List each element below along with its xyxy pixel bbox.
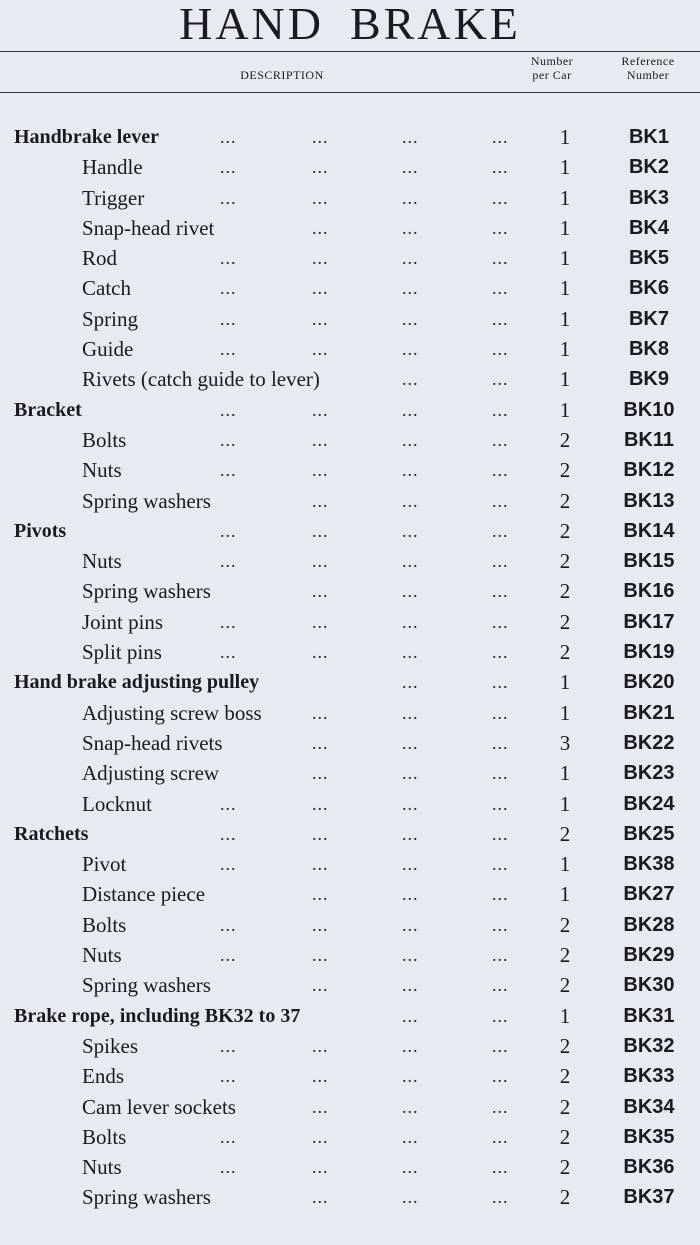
- leader-dots: ...: [402, 975, 419, 996]
- leader-dots: ...: [492, 914, 509, 935]
- leader-dots: ...: [402, 945, 419, 966]
- part-description: Brake rope, including BK32 to 37: [14, 1004, 301, 1027]
- leader-dots: ...: [312, 551, 329, 572]
- leader-dots: ...: [402, 732, 419, 753]
- column-header-reference-line2: Number: [626, 68, 670, 82]
- table-row-group: [0, 667, 700, 697]
- leader-dots: ...: [312, 763, 329, 784]
- leader-dots: ...: [312, 339, 329, 360]
- title-word-2: BRAKE: [349, 0, 521, 49]
- leader-dots: ...: [312, 945, 329, 966]
- leader-dots: ...: [312, 1157, 329, 1178]
- leader-dots: ...: [220, 945, 237, 966]
- leader-dots: ...: [402, 884, 419, 905]
- quantity-per-car: 1: [559, 882, 571, 907]
- leader-dots: ...: [312, 581, 329, 602]
- part-description: Catch: [82, 276, 131, 301]
- leader-dots: ...: [402, 520, 419, 541]
- quantity-per-car: 2: [559, 943, 571, 968]
- part-description: Nuts: [82, 549, 122, 574]
- part-description: Handle: [82, 155, 143, 180]
- quantity-per-car: 2: [559, 609, 571, 634]
- table-row: [0, 546, 700, 576]
- leader-dots: ...: [402, 702, 419, 723]
- leader-dots: ...: [220, 308, 237, 329]
- leader-dots: ...: [220, 520, 237, 541]
- quantity-per-car: 2: [559, 1185, 571, 1210]
- leader-dots: ...: [402, 551, 419, 572]
- part-description: Rivets (catch guide to lever): [82, 367, 320, 392]
- leader-dots: ...: [402, 460, 419, 481]
- leader-dots: ...: [312, 1035, 329, 1056]
- reference-number: BK10: [623, 398, 675, 421]
- page-title: [0, 0, 700, 48]
- leader-dots: ...: [492, 823, 509, 844]
- reference-number: BK2: [628, 156, 669, 179]
- reference-number: BK19: [623, 641, 675, 664]
- leader-dots: ...: [402, 1096, 419, 1117]
- reference-number: BK28: [623, 913, 675, 936]
- leader-dots: ...: [492, 520, 509, 541]
- table-row-group: [0, 395, 700, 425]
- table-row: [0, 425, 700, 455]
- leader-dots: ...: [312, 157, 329, 178]
- quantity-per-car: 2: [559, 912, 571, 937]
- part-description: Spring washers: [82, 579, 211, 604]
- quantity-per-car: 1: [559, 670, 571, 695]
- leader-dots: ...: [492, 793, 509, 814]
- reference-number: BK16: [623, 580, 675, 603]
- table-row: [0, 607, 700, 637]
- table-row: [0, 1122, 700, 1152]
- parts-table: [0, 122, 700, 1213]
- leader-dots: ...: [402, 763, 419, 784]
- part-description: Handbrake lever: [14, 126, 159, 148]
- leader-dots: ...: [312, 732, 329, 753]
- leader-dots: ...: [402, 369, 419, 390]
- part-description: Snap-head rivets: [82, 730, 223, 755]
- part-description: Split pins: [82, 640, 162, 665]
- part-description: Hand brake adjusting pulley: [14, 671, 260, 694]
- table-row: [0, 576, 700, 606]
- quantity-per-car: 2: [559, 488, 571, 513]
- leader-dots: ...: [402, 1126, 419, 1147]
- part-description: Spring washers: [82, 973, 211, 998]
- leader-dots: ...: [312, 854, 329, 875]
- table-row: [0, 789, 700, 819]
- leader-dots: ...: [492, 702, 509, 723]
- reference-number: BK32: [623, 1034, 675, 1057]
- leader-dots: ...: [492, 945, 509, 966]
- leader-dots: ...: [492, 157, 509, 178]
- leader-dots: ...: [402, 308, 419, 329]
- part-description: Guide: [82, 337, 134, 362]
- table-row: [0, 849, 700, 879]
- leader-dots: ...: [220, 399, 237, 420]
- leader-dots: ...: [492, 1096, 509, 1117]
- column-header-description: DESCRIPTION: [240, 68, 324, 82]
- title-word-1: HAND: [179, 0, 324, 49]
- quantity-per-car: 2: [559, 549, 571, 574]
- part-description: Trigger: [82, 185, 145, 210]
- reference-number: BK6: [628, 277, 669, 300]
- part-description: Spikes: [82, 1033, 139, 1058]
- leader-dots: ...: [312, 1187, 329, 1208]
- column-header-reference-line1: Reference: [621, 54, 675, 68]
- part-description: Bracket: [14, 398, 82, 421]
- leader-dots: ...: [492, 308, 509, 329]
- table-row: [0, 637, 700, 667]
- leader-dots: ...: [220, 1126, 237, 1147]
- leader-dots: ...: [402, 1005, 419, 1026]
- leader-dots: ...: [312, 702, 329, 723]
- quantity-per-car: 1: [559, 185, 571, 210]
- header-rule-top: [0, 51, 700, 52]
- reference-number: BK33: [623, 1065, 675, 1088]
- leader-dots: ...: [492, 429, 509, 450]
- leader-dots: ...: [402, 278, 419, 299]
- quantity-per-car: 1: [559, 155, 571, 180]
- quantity-per-car: 1: [559, 246, 571, 271]
- leader-dots: ...: [492, 1035, 509, 1056]
- part-description: Joint pins: [82, 609, 164, 634]
- table-row: [0, 364, 700, 394]
- part-description: Nuts: [82, 943, 122, 968]
- leader-dots: ...: [312, 914, 329, 935]
- part-description: Adjusting screw boss: [82, 700, 262, 725]
- reference-number: BK29: [623, 944, 675, 967]
- quantity-per-car: 2: [559, 821, 571, 846]
- leader-dots: ...: [492, 854, 509, 875]
- column-header-reference-number: [605, 54, 691, 82]
- quantity-per-car: 1: [559, 852, 571, 877]
- leader-dots: ...: [492, 884, 509, 905]
- leader-dots: ...: [220, 460, 237, 481]
- leader-dots: ...: [312, 217, 329, 238]
- leader-dots: ...: [492, 642, 509, 663]
- quantity-per-car: 1: [559, 1003, 571, 1028]
- leader-dots: ...: [402, 157, 419, 178]
- leader-dots: ...: [492, 672, 509, 693]
- leader-dots: ...: [492, 763, 509, 784]
- leader-dots: ...: [492, 490, 509, 511]
- part-description: Pivots: [14, 519, 67, 542]
- leader-dots: ...: [492, 217, 509, 238]
- quantity-per-car: 2: [559, 1033, 571, 1058]
- leader-dots: ...: [220, 1066, 237, 1087]
- leader-dots: ...: [492, 1005, 509, 1026]
- quantity-per-car: 1: [559, 397, 571, 422]
- leader-dots: ...: [220, 611, 237, 632]
- leader-dots: ...: [492, 127, 509, 147]
- table-row: [0, 486, 700, 516]
- leader-dots: ...: [402, 339, 419, 360]
- table-row: [0, 183, 700, 213]
- reference-number: BK9: [628, 368, 669, 391]
- quantity-per-car: 1: [559, 276, 571, 301]
- leader-dots: ...: [312, 884, 329, 905]
- quantity-per-car: 2: [559, 427, 571, 452]
- column-header-number-line1: Number: [530, 54, 574, 68]
- leader-dots: ...: [402, 914, 419, 935]
- table-row: [0, 1152, 700, 1182]
- reference-number: BK5: [628, 247, 669, 270]
- leader-dots: ...: [402, 642, 419, 663]
- leader-dots: ...: [220, 642, 237, 663]
- leader-dots: ...: [312, 460, 329, 481]
- column-header-number-line2: per Car: [532, 68, 572, 82]
- leader-dots: ...: [402, 823, 419, 844]
- reference-number: BK38: [623, 853, 675, 876]
- quantity-per-car: 1: [559, 215, 571, 240]
- part-description: Spring: [82, 306, 139, 331]
- quantity-per-car: 2: [559, 1094, 571, 1119]
- leader-dots: ...: [402, 1187, 419, 1208]
- part-description: Ratchets: [14, 822, 89, 845]
- part-description: Locknut: [82, 791, 152, 816]
- table-row-group: [0, 516, 700, 546]
- reference-number: BK1: [628, 126, 669, 148]
- leader-dots: ...: [492, 369, 509, 390]
- leader-dots: ...: [312, 520, 329, 541]
- table-row-group: [0, 122, 700, 152]
- leader-dots: ...: [220, 854, 237, 875]
- part-description: Ends: [82, 1064, 124, 1089]
- leader-dots: ...: [402, 490, 419, 511]
- leader-dots: ...: [492, 611, 509, 632]
- part-description: Snap-head rivet: [82, 215, 215, 240]
- table-row: [0, 1092, 700, 1122]
- reference-number: BK35: [623, 1125, 675, 1148]
- part-description: Nuts: [82, 1155, 122, 1180]
- reference-number: BK27: [623, 883, 675, 906]
- table-row: [0, 698, 700, 728]
- leader-dots: ...: [312, 278, 329, 299]
- leader-dots: ...: [312, 490, 329, 511]
- leader-dots: ...: [220, 429, 237, 450]
- quantity-per-car: 1: [559, 125, 571, 149]
- leader-dots: ...: [220, 551, 237, 572]
- table-row-group: [0, 1001, 700, 1031]
- part-description: Bolts: [82, 427, 127, 452]
- table-row: [0, 1061, 700, 1091]
- leader-dots: ...: [492, 248, 509, 269]
- leader-dots: ...: [402, 248, 419, 269]
- leader-dots: ...: [312, 308, 329, 329]
- leader-dots: ...: [312, 823, 329, 844]
- quantity-per-car: 2: [559, 458, 571, 483]
- table-row: [0, 273, 700, 303]
- leader-dots: ...: [220, 914, 237, 935]
- reference-number: BK30: [623, 974, 675, 997]
- table-row: [0, 1182, 700, 1212]
- part-description: Spring washers: [82, 488, 211, 513]
- leader-dots: ...: [402, 217, 419, 238]
- reference-number: BK20: [623, 671, 675, 694]
- leader-dots: ...: [402, 1157, 419, 1178]
- quantity-per-car: 2: [559, 1064, 571, 1089]
- leader-dots: ...: [312, 1066, 329, 1087]
- reference-number: BK23: [623, 762, 675, 785]
- leader-dots: ...: [492, 339, 509, 360]
- part-description: Pivot: [82, 852, 127, 877]
- leader-dots: ...: [402, 399, 419, 420]
- leader-dots: ...: [312, 127, 329, 147]
- leader-dots: ...: [220, 1035, 237, 1056]
- leader-dots: ...: [402, 672, 419, 693]
- column-header-number-per-car: [513, 54, 591, 82]
- leader-dots: ...: [220, 248, 237, 269]
- leader-dots: ...: [492, 460, 509, 481]
- quantity-per-car: 1: [559, 337, 571, 362]
- leader-dots: ...: [492, 278, 509, 299]
- leader-dots: ...: [312, 1126, 329, 1147]
- reference-number: BK13: [623, 489, 675, 512]
- reference-number: BK37: [623, 1186, 675, 1209]
- reference-number: BK14: [623, 519, 675, 542]
- part-description: Distance piece: [82, 882, 206, 907]
- leader-dots: ...: [312, 248, 329, 269]
- leader-dots: ...: [492, 551, 509, 572]
- leader-dots: ...: [312, 1096, 329, 1117]
- quantity-per-car: 2: [559, 640, 571, 665]
- reference-number: BK11: [623, 428, 675, 451]
- reference-number: BK22: [623, 731, 675, 754]
- table-row: [0, 728, 700, 758]
- quantity-per-car: 1: [559, 700, 571, 725]
- leader-dots: ...: [312, 975, 329, 996]
- leader-dots: ...: [312, 429, 329, 450]
- leader-dots: ...: [402, 1035, 419, 1056]
- leader-dots: ...: [312, 642, 329, 663]
- quantity-per-car: 1: [559, 761, 571, 786]
- leader-dots: ...: [402, 611, 419, 632]
- part-description: Spring washers: [82, 1185, 211, 1210]
- leader-dots: ...: [492, 1066, 509, 1087]
- table-row-group: [0, 819, 700, 849]
- leader-dots: ...: [402, 429, 419, 450]
- reference-number: BK3: [628, 186, 669, 209]
- quantity-per-car: 2: [559, 973, 571, 998]
- table-row: [0, 213, 700, 243]
- table-row: [0, 879, 700, 909]
- leader-dots: ...: [220, 127, 237, 147]
- leader-dots: ...: [402, 854, 419, 875]
- leader-dots: ...: [220, 793, 237, 814]
- quantity-per-car: 2: [559, 1155, 571, 1180]
- reference-number: BK4: [628, 216, 669, 239]
- table-row: [0, 910, 700, 940]
- leader-dots: ...: [492, 1126, 509, 1147]
- table-row: [0, 243, 700, 273]
- leader-dots: ...: [402, 793, 419, 814]
- leader-dots: ...: [220, 823, 237, 844]
- table-row: [0, 304, 700, 334]
- leader-dots: ...: [492, 732, 509, 753]
- reference-number: BK34: [623, 1095, 675, 1118]
- leader-dots: ...: [492, 1187, 509, 1208]
- leader-dots: ...: [312, 187, 329, 208]
- leader-dots: ...: [220, 157, 237, 178]
- leader-dots: ...: [492, 1157, 509, 1178]
- header-rule-bottom: [0, 92, 700, 93]
- reference-number: BK12: [623, 459, 675, 482]
- leader-dots: ...: [220, 187, 237, 208]
- part-description: Cam lever sockets: [82, 1094, 236, 1119]
- part-description: Rod: [82, 246, 118, 271]
- part-description: Adjusting screw: [82, 761, 220, 786]
- reference-number: BK15: [623, 550, 675, 573]
- leader-dots: ...: [220, 1157, 237, 1178]
- leader-dots: ...: [402, 581, 419, 602]
- table-row: [0, 152, 700, 182]
- quantity-per-car: 2: [559, 1124, 571, 1149]
- leader-dots: ...: [402, 187, 419, 208]
- reference-number: BK25: [623, 822, 675, 845]
- quantity-per-car: 1: [559, 791, 571, 816]
- leader-dots: ...: [312, 793, 329, 814]
- reference-number: BK36: [623, 1156, 675, 1179]
- leader-dots: ...: [492, 975, 509, 996]
- leader-dots: ...: [492, 581, 509, 602]
- leader-dots: ...: [220, 278, 237, 299]
- reference-number: BK7: [628, 307, 669, 330]
- table-row: [0, 940, 700, 970]
- leader-dots: ...: [492, 399, 509, 420]
- leader-dots: ...: [312, 611, 329, 632]
- quantity-per-car: 2: [559, 518, 571, 543]
- quantity-per-car: 3: [559, 730, 571, 755]
- table-row: [0, 758, 700, 788]
- part-description: Bolts: [82, 1124, 127, 1149]
- leader-dots: ...: [220, 339, 237, 360]
- part-description: Bolts: [82, 912, 127, 937]
- quantity-per-car: 2: [559, 579, 571, 604]
- table-row: [0, 334, 700, 364]
- table-row: [0, 970, 700, 1000]
- reference-number: BK31: [623, 1004, 675, 1027]
- table-row: [0, 455, 700, 485]
- reference-number: BK17: [623, 610, 675, 633]
- reference-number: BK8: [628, 338, 669, 361]
- reference-number: BK24: [623, 792, 675, 815]
- leader-dots: ...: [492, 187, 509, 208]
- reference-number: BK21: [623, 701, 675, 724]
- leader-dots: ...: [402, 1066, 419, 1087]
- leader-dots: ...: [402, 127, 419, 147]
- table-row: [0, 1031, 700, 1061]
- quantity-per-car: 1: [559, 306, 571, 331]
- quantity-per-car: 1: [559, 367, 571, 392]
- part-description: Nuts: [82, 458, 122, 483]
- leader-dots: ...: [312, 399, 329, 420]
